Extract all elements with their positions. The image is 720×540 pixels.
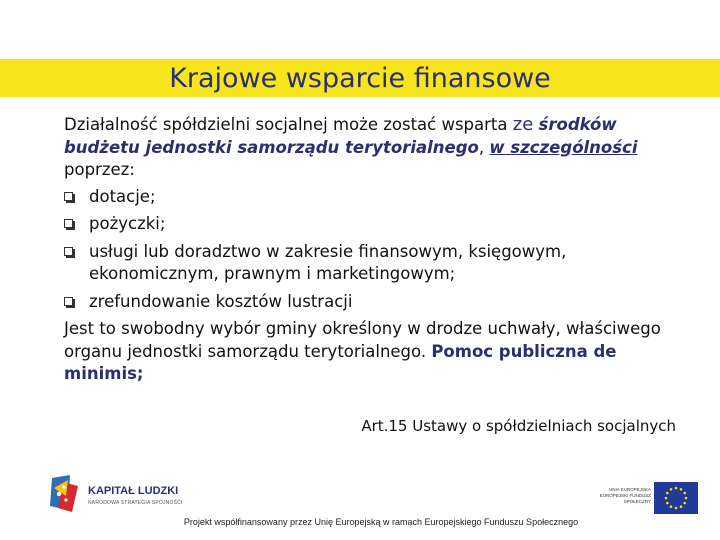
footer-text: Projekt współfinansowany przez Unię Europejską w ramach Europejskiego Funduszu Społecznego: [183, 517, 579, 527]
intro-underlined: w szczególności: [489, 137, 638, 157]
intro-text-before: Działalność spółdzielni socjalnej może zostać wsparta: [64, 115, 513, 134]
eu-logo-text: UNIA EUROPEJSKA EUROPEJSKI FUNDUSZ SPOŁECZNY: [599, 487, 651, 504]
paragraph-two: [64, 318, 664, 386]
list-item: [64, 291, 664, 314]
list-item: [64, 213, 664, 236]
list-item: [64, 186, 664, 209]
bullet-text: usługi lub doradztwo w zakresie finansowym, księgowym, ekonomicznym, prawnym i marketingowym;: [89, 241, 567, 283]
bullet-text: dotacje;: [89, 186, 156, 206]
checkbox-bullet-icon: [64, 192, 73, 201]
intro-text-after: poprzez:: [64, 160, 135, 179]
kapital-ludzki-name: KAPITAŁ LUDZKI: [88, 485, 179, 497]
kapital-ludzki-emblem-icon: [48, 472, 88, 514]
checkbox-bullet-icon: [64, 297, 73, 306]
paragraph-two-highlight: Pomoc publiczna de minimis;: [64, 341, 617, 383]
kapital-ludzki-logo: [48, 472, 198, 514]
paragraph-two-text: Jest to swobodny wybór gminy określony w drodze uchwały, właściwego organu jednostki samorządu terytorialnego.: [64, 319, 661, 361]
kapital-ludzki-subtitle: NARODOWA STRATEGIA SPÓJNOŚCI: [88, 500, 183, 506]
intro-highlight: środków budżetu jednostki samorządu terytorialnego: [64, 115, 617, 157]
bullet-list: [64, 186, 664, 314]
bullet-text: zrefundowanie kosztów lustracji: [89, 291, 353, 311]
eu-flag-icon: [654, 482, 698, 514]
intro-sep: ,: [478, 137, 490, 157]
citation: Art.15 Ustawy o spółdzielniach socjalnych: [361, 417, 676, 435]
eu-logo: [596, 482, 698, 514]
title-bar: [0, 59, 720, 97]
bullet-text: pożyczki;: [89, 214, 166, 233]
slide-content: [64, 114, 664, 386]
eu-stars-icon: [654, 482, 698, 514]
checkbox-bullet-icon: [64, 247, 73, 256]
intro-highlight-ze: ze: [512, 114, 534, 135]
intro-paragraph: [64, 114, 664, 182]
slide-title: Krajowe wsparcie finansowe: [169, 62, 551, 94]
checkbox-bullet-icon: [64, 219, 73, 228]
list-item: [64, 241, 664, 286]
